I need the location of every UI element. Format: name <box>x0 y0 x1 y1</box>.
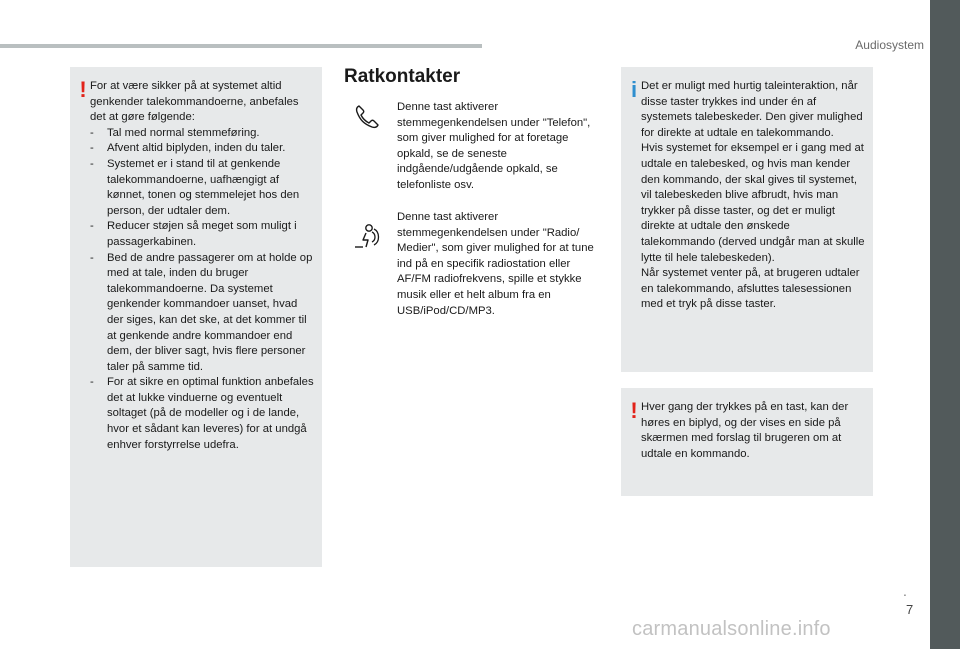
voice-tips-text <box>90 79 316 453</box>
warning-icon: ! <box>79 77 87 102</box>
list-item: - For at sikre en optimal funktion anbefales det at lukke vinduerne og eventuelt soltaget (på de modeller og i de lande, hvor et sådant kan leveres) for at undgå enhver forstyrrelse udefra. <box>90 375 316 453</box>
voice-control-text: Denne tast aktiverer stemmegenkendelsen under "Radio/ Medier", som giver mulighed for at tune ind på en specifik radiostation eller AF/FM radiofrekvens, spille et stykke musik eller et helt album fra en USB/iPod/CD/MP3. <box>397 211 594 317</box>
paragraph: Hvis systemet for eksempel er i gang med at udtale en talebesked, og hvis man kender den kommando, der skal gives til systemet, vil talebeskeden blive afbrudt, hvis man trykker på disse taster, og det er muligt direkte at udtale den ønskede talekommando (derved undgår man at skulle lytte til hele talebeskeden). <box>641 142 865 264</box>
top-rule <box>0 44 482 48</box>
chapter-side-bar <box>930 0 960 649</box>
page-number: 7 <box>906 602 914 617</box>
info-icon: i <box>630 77 638 102</box>
page-title: Ratkontakter <box>344 66 461 87</box>
phone-icon <box>352 102 382 132</box>
quick-interaction-note <box>621 67 873 372</box>
list-item: - Afvent altid biplyden, inden du taler. <box>90 141 316 157</box>
voice-tips-note <box>70 67 322 567</box>
watermark: carmanualsonline.info <box>632 618 831 640</box>
warning-icon: ! <box>630 398 638 423</box>
beep-note <box>621 388 873 496</box>
quick-interaction-text <box>641 79 867 313</box>
list-item: - Bed de andre passagerer om at holde op med at tale, inden du bruger talekommandoerne. Da systemet genkender kommandoer uanset, hvad der siges, kan det ske, at det kommer til at genkende andre kommandoer end dem, der bliver sagt, hvis flere personer taler på samme tid. <box>90 251 316 376</box>
list-item: - Tal med normal stemmeføring. <box>90 126 316 142</box>
voice-command-icon <box>352 220 382 250</box>
paragraph: Det er muligt med hurtig taleinteraktion, når disse taster trykkes ind under én af systemets talebeskeder. Den giver mulighed for direkte at udtale en talekommando. <box>641 80 863 139</box>
section-title: Audiosystem <box>855 38 924 52</box>
list-item: - Systemet er i stand til at genkende talekommandoerne, uafhængigt af kønnet, tonen og stemmelejet hos den person, der udtaler dem. <box>90 157 316 219</box>
paragraph: Når systemet venter på, at brugeren udtaler en talekommando, afsluttes talesessionen med et tryk på disse taster. <box>641 267 860 311</box>
page-marker: . <box>903 583 907 599</box>
voice-control <box>344 210 604 330</box>
voice-tips-list <box>90 126 316 453</box>
phone-control <box>344 100 604 200</box>
phone-control-text: Denne tast aktiverer stemmegenkendelsen under "Telefon", som giver mulighed for at foretage opkald, se de seneste indgående/udgående opkald, se telefonliste osv. <box>397 101 591 191</box>
beep-note-text: Hver gang der trykkes på en tast, kan der høres en biplyd, og der vises en side på skærmen med forslag til brugeren om at udtale en kommando. <box>641 401 849 460</box>
list-item: - Reducer støjen så meget som muligt i passagerkabinen. <box>90 219 316 250</box>
voice-tips-intro: For at være sikker på at systemet altid genkender talekommandoerne, anbefales det at gøre følgende: <box>90 80 299 124</box>
